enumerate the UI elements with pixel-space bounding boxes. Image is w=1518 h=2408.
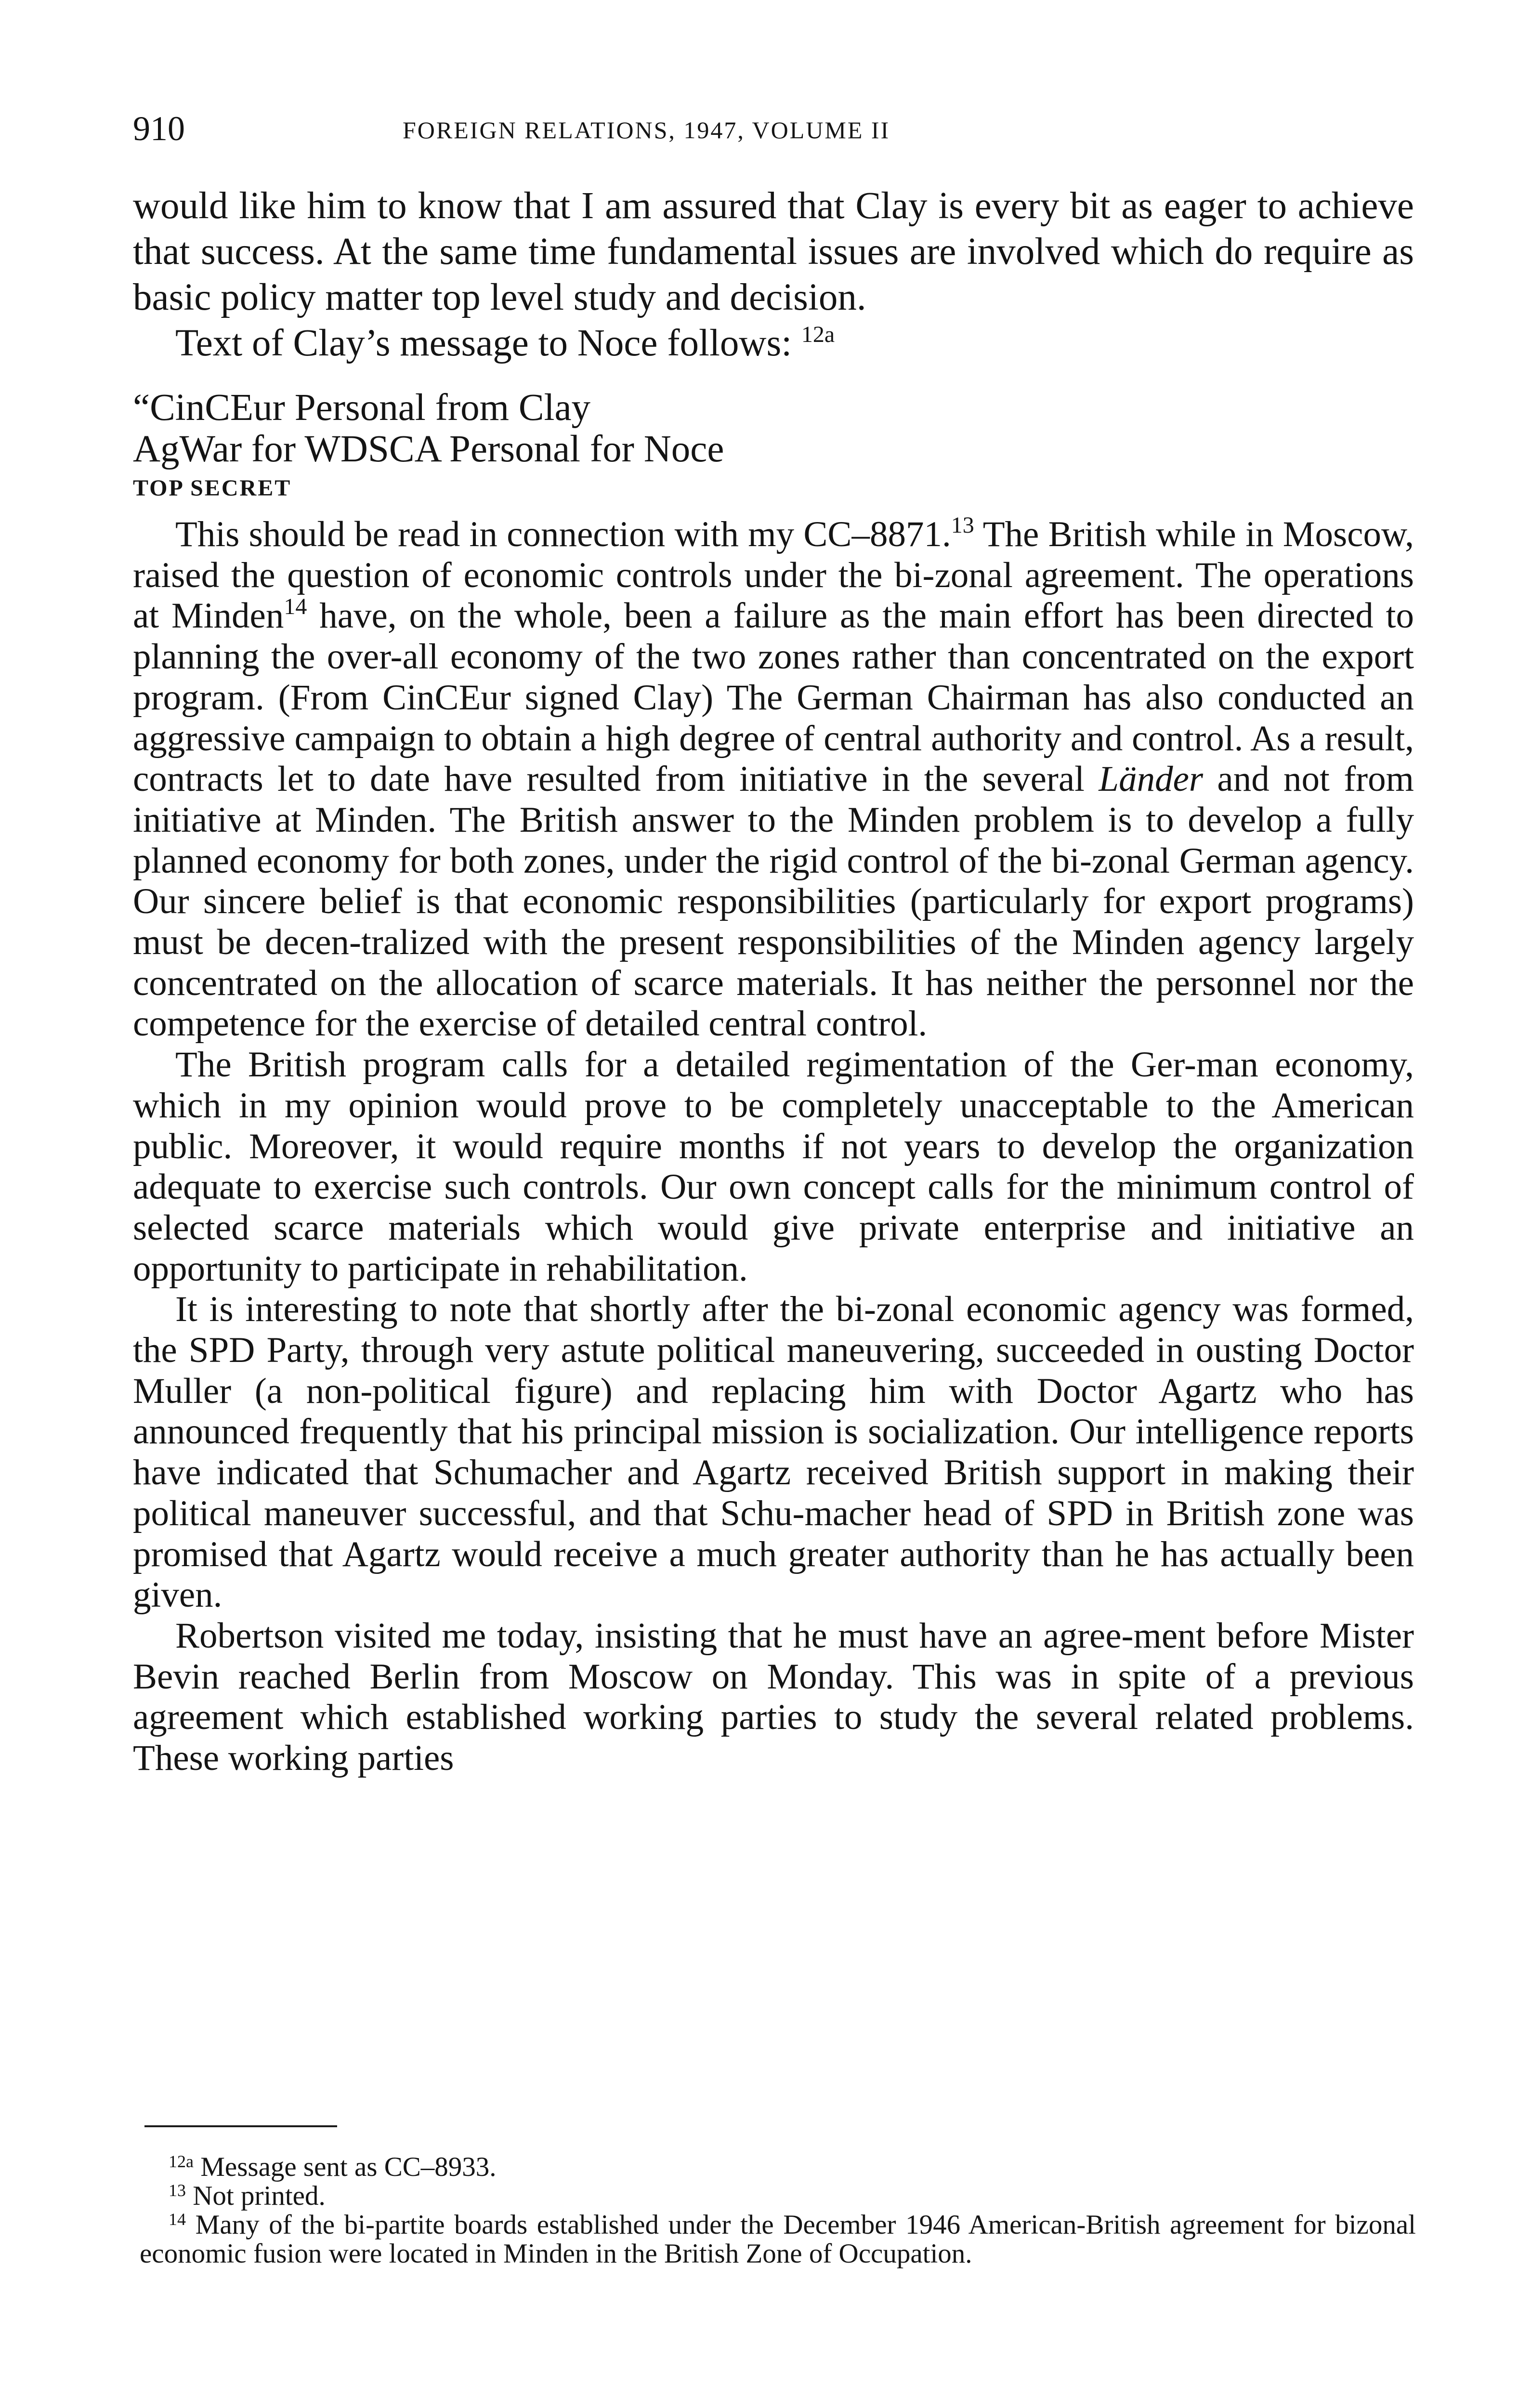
message-paragraph-2: The British program calls for a detailed regimentation of the Ger-man economy, which in my opinion would prove to be completely unacceptable to the American public. Moreover, it would require months if not years to develop the organization adequate to exercise such controls. Our own concept calls for the minimum control of selected scarce materials which would give private enterprise and initiative an opportunity to participate in rehabilitation. [133, 1045, 1414, 1289]
body-text [133, 183, 1414, 1779]
footnote-ref-13: 13 [951, 512, 974, 538]
quoted-message [133, 387, 1414, 1779]
footnote-12a [140, 2153, 1416, 2182]
footnote-text: Many of the bi-partite boards established under the December 1946 American-British agreement for bizonal economic fusion were located in Minden in the British Zone of Occupation. [140, 2210, 1416, 2269]
laender-italic: Länder [1099, 759, 1204, 799]
footnote-divider [144, 2125, 337, 2127]
footnote-text: Not printed. [193, 2181, 326, 2211]
footnote-ref-12a: 12a [801, 322, 835, 347]
page-number: 910 [133, 109, 185, 148]
running-head: FOREIGN RELATIONS, 1947, VOLUME II [403, 117, 890, 144]
message-p1-part-b: The British while in Moscow, raised the question of economic controls under the bi-zonal agreement. The operations at Minden [133, 514, 1414, 636]
message-intro [133, 320, 1414, 366]
message-p1-part-a: This should be read in connection with my CC–8871. [175, 514, 951, 554]
message-to-line: AgWar for WDSCA Personal for Noce [133, 428, 724, 470]
opening-paragraph: would like him to know that I am assured that Clay is every bit as eager to achieve that success. At the same time fundamental issues are involved which do require as basic policy matter top level study and decision. [133, 185, 1414, 318]
message-p1-part-d: and not from initiative at Minden. The British answer to the Minden problem is to develop a fully planned economy for both zones, under the rigid control of the bi-zonal German agency. Our sincere belief is that economic responsibilities (particularly for export programs) must be decen-tralized with the present responsibilities of the Minden agency largely concentrated on the allocation of scarce materials. It has neither the personnel nor the competence for the exercise of detailed central control. [133, 759, 1414, 1044]
message-from-line: “CinCEur Personal from Clay [133, 387, 591, 429]
footnote-ref-14: 14 [284, 594, 307, 620]
footnotes [140, 2153, 1416, 2268]
message-p1-part-c: have, on the whole, been a failure as the main effort has been directed to planning the over-all economy of the two zones rather than concentrated on the export program. (From CinCEur signed Clay) The German Chairman has also conducted an aggressive campaign to obtain a high degree of central authority and control. As a result, contracts let to date have resulted from initiative in the several [133, 596, 1414, 799]
message-paragraph-4: Robertson visited me today, insisting that he must have an agree-ment before Mister Bevin reached Berlin from Moscow on Monday. This was in spite of a previous agreement which established working parties to study the several related problems. These working parties [133, 1615, 1414, 1779]
page-header [133, 107, 1414, 150]
message-paragraph-3: It is interesting to note that shortly after the bi-zonal economic agency was formed, the SPD Party, through very astute political maneuvering, succeeded in ousting Doctor Muller (a non-political figure) and replacing him with Doctor Agartz who has announced frequently that his principal mission is socialization. Our intelligence reports have indicated that Schumacher and Agartz received British support in making their political maneuver successful, and that Schu-macher head of SPD in British zone was promised that Agartz would receive a much greater authority than he has actually been given. [133, 1289, 1414, 1615]
message-paragraph-1 [133, 514, 1414, 1045]
message-intro-text: Text of Clay’s message to Noce follows: [175, 322, 792, 364]
footnote-marker: 12a [169, 2152, 194, 2171]
footnote-14 [140, 2211, 1416, 2268]
footnote-text: Message sent as CC–8933. [200, 2152, 497, 2182]
footnote-marker: 14 [169, 2210, 186, 2229]
footnote-13 [140, 2182, 1416, 2211]
footnote-marker: 13 [169, 2181, 186, 2200]
classification-label: TOP SECRET [133, 475, 292, 501]
